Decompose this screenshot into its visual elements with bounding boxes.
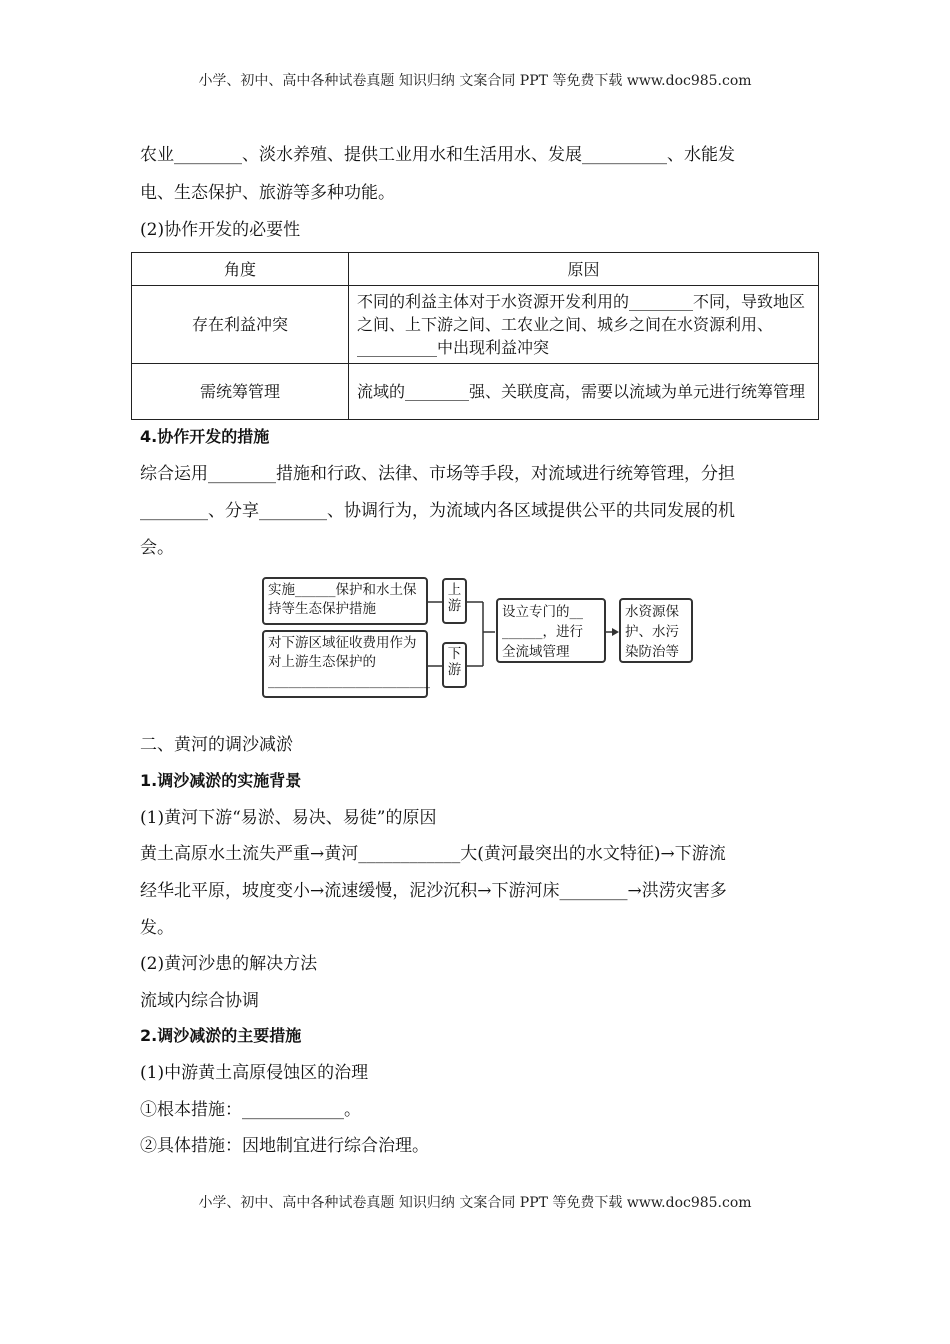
section-title: 二、黄河的调沙减淤 bbox=[140, 735, 293, 755]
table-row bbox=[132, 364, 819, 420]
flow-box-management-line-3: 全流域管理 bbox=[502, 644, 570, 660]
measure-item-1: ①根本措施：____________。 bbox=[140, 1100, 361, 1120]
flow-label-downstream: 下游 bbox=[442, 642, 467, 688]
necessity-heading: (2)协作开发的必要性 bbox=[140, 220, 301, 240]
reason-line-1: 黄土高原水土流失严重→黄河____________大(黄河最突出的水文特征)→下游流 bbox=[140, 844, 726, 864]
measures-heading: 4.协作开发的措施 bbox=[140, 427, 270, 446]
flow-box-downstream bbox=[262, 630, 428, 698]
reason-line-3: 发。 bbox=[140, 918, 174, 938]
table-header-angle: 角度 bbox=[132, 253, 349, 286]
flow-box-result: 水资源保护、水污染防治等 bbox=[619, 598, 693, 663]
flow-box-management bbox=[496, 598, 606, 663]
table-header-row bbox=[132, 253, 819, 286]
table-header-reason: 原因 bbox=[349, 253, 819, 286]
measures-line-1: 综合运用________措施和行政、法律、市场等手段，对流域进行统筹管理，分担 bbox=[140, 464, 735, 484]
flow-box-downstream-text: 对下游区域征收费用作为对上游生态保护的 bbox=[268, 635, 417, 670]
solution-text: 流域内综合协调 bbox=[140, 991, 259, 1011]
table-row bbox=[132, 286, 819, 364]
flow-box-management-line-1: 设立专门的__ bbox=[502, 604, 583, 620]
reason-line-2: 经华北平原，坡度变小→流速缓慢，泥沙沉积→下游河床________→洪涝灾害多 bbox=[140, 881, 727, 901]
subheading-1: (1)黄河下游“易淤、易决、易徙”的原因 bbox=[140, 808, 437, 828]
measures-line-3: 会。 bbox=[140, 538, 174, 558]
flow-label-upstream: 上游 bbox=[442, 578, 467, 624]
intro-line-2: 电、生态保护、旅游等多种功能。 bbox=[140, 183, 395, 203]
flow-box-downstream-blank: ________________________ bbox=[268, 673, 430, 689]
necessity-table bbox=[131, 252, 819, 420]
section-heading-2: 2.调沙减淤的主要措施 bbox=[140, 1026, 302, 1045]
subheading-2: (2)黄河沙患的解决方法 bbox=[140, 954, 318, 974]
section-heading-1: 1.调沙减淤的实施背景 bbox=[140, 771, 302, 790]
table-cell-angle: 需统筹管理 bbox=[132, 364, 349, 420]
table-cell-reason: 流域的________强、关联度高，需要以流域为单元进行统筹管理 bbox=[349, 364, 819, 420]
page-footer: 小学、初中、高中各种试卷真题 知识归纳 文案合同 PPT 等免费下载 www.doc985.com bbox=[198, 1195, 752, 1211]
subheading-3: (1)中游黄土高原侵蚀区的治理 bbox=[140, 1063, 369, 1083]
flow-box-management-line-2: ______，进行 bbox=[502, 624, 583, 640]
flow-box-upstream: 实施______保护和水土保持等生态保护措施 bbox=[262, 577, 428, 625]
page-header: 小学、初中、高中各种试卷真题 知识归纳 文案合同 PPT 等免费下载 www.doc985.com bbox=[198, 73, 752, 89]
table-cell-reason: 不同的利益主体对于水资源开发利用的________不同，导致地区之间、上下游之间、工农业之间、城乡之间在水资源利用、__________中出现利益冲突 bbox=[349, 286, 819, 364]
intro-line-1: 农业________、淡水养殖、提供工业用水和生活用水、发展__________、水能发 bbox=[140, 145, 735, 165]
measures-line-2: ________、分享________、协调行为，为流域内各区域提供公平的共同发展的机 bbox=[140, 501, 735, 521]
measure-item-2: ②具体措施：因地制宜进行综合治理。 bbox=[140, 1136, 429, 1156]
table-cell-angle: 存在利益冲突 bbox=[132, 286, 349, 364]
